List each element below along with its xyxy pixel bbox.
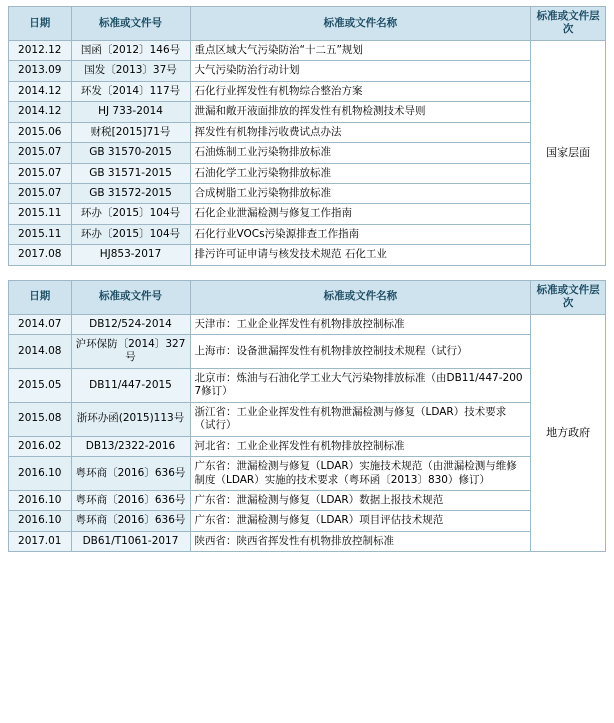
cell-code: 环办〔2015〕104号	[71, 224, 190, 244]
table-row	[9, 368, 606, 402]
cell-level: 国家层面	[531, 40, 606, 265]
cell-code: 粤环商〔2016〕636号	[71, 511, 190, 531]
column-header-date: 日期	[9, 280, 72, 314]
cell-name: 北京市：炼油与石油化学工业大气污染物排放标准（由DB11/447-2007修订）	[190, 368, 531, 402]
cell-name: 合成树脂工业污染物排放标准	[190, 183, 531, 203]
table-row	[9, 102, 606, 122]
cell-date: 2015.05	[9, 368, 72, 402]
cell-name: 天津市：工业企业挥发性有机物排放控制标准	[190, 314, 531, 334]
cell-name: 石化行业VOCs污染源排查工作指南	[190, 224, 531, 244]
table-row	[9, 314, 606, 334]
cell-code: HJ 733-2014	[71, 102, 190, 122]
table-row	[9, 183, 606, 203]
cell-date: 2017.08	[9, 245, 72, 265]
cell-date: 2014.08	[9, 335, 72, 369]
cell-code: 国函〔2012〕146号	[71, 40, 190, 60]
table-row	[9, 511, 606, 531]
cell-code: 粤环商〔2016〕636号	[71, 490, 190, 510]
cell-date: 2015.11	[9, 224, 72, 244]
table-row	[9, 143, 606, 163]
cell-code: DB61/T1061-2017	[71, 531, 190, 551]
cell-code: HJ853-2017	[71, 245, 190, 265]
table-body	[9, 314, 606, 552]
table-row	[9, 402, 606, 436]
table-row	[9, 490, 606, 510]
cell-date: 2014.12	[9, 102, 72, 122]
cell-name: 石油炼制工业污染物排放标准	[190, 143, 531, 163]
cell-name: 广东省：泄漏检测与修复（LDAR）项目评估技术规范	[190, 511, 531, 531]
table-row	[9, 224, 606, 244]
table-row	[9, 335, 606, 369]
cell-code: 浙环办函(2015)113号	[71, 402, 190, 436]
cell-name: 重点区域大气污染防治“十二五”规划	[190, 40, 531, 60]
cell-name: 广东省：泄漏检测与修复（LDAR）实施技术规范（由泄漏检测与维修制度（LDAR）实施的技术要求（粤环函〔2013〕830）修订）	[190, 457, 531, 491]
cell-date: 2015.06	[9, 122, 72, 142]
cell-name: 排污许可证申请与核发技术规范 石化工业	[190, 245, 531, 265]
cell-code: 沪环保防〔2014〕327号	[71, 335, 190, 369]
cell-date: 2015.07	[9, 183, 72, 203]
cell-date: 2016.02	[9, 436, 72, 456]
header-row	[9, 7, 606, 41]
cell-name: 石油化学工业污染物排放标准	[190, 163, 531, 183]
column-header-date: 日期	[9, 7, 72, 41]
table-body	[9, 40, 606, 265]
cell-code: 环发〔2014〕117号	[71, 81, 190, 101]
cell-date: 2013.09	[9, 61, 72, 81]
cell-date: 2016.10	[9, 490, 72, 510]
table-header	[9, 7, 606, 41]
cell-name: 石化企业泄漏检测与修复工作指南	[190, 204, 531, 224]
column-header-level: 标准或文件层次	[531, 280, 606, 314]
cell-date: 2015.07	[9, 143, 72, 163]
national-standards-table	[8, 6, 606, 266]
cell-date: 2016.10	[9, 511, 72, 531]
cell-date: 2014.07	[9, 314, 72, 334]
cell-code: DB12/524-2014	[71, 314, 190, 334]
cell-code: GB 31570-2015	[71, 143, 190, 163]
cell-code: DB13/2322-2016	[71, 436, 190, 456]
cell-date: 2016.10	[9, 457, 72, 491]
cell-name: 挥发性有机物排污收费试点办法	[190, 122, 531, 142]
cell-name: 陕西省：陕西省挥发性有机物排放控制标准	[190, 531, 531, 551]
cell-date: 2015.08	[9, 402, 72, 436]
cell-name: 浙江省：工业企业挥发性有机物泄漏检测与修复（LDAR）技术要求（试行）	[190, 402, 531, 436]
table-row	[9, 531, 606, 551]
cell-code: GB 31571-2015	[71, 163, 190, 183]
cell-date: 2015.07	[9, 163, 72, 183]
table-row	[9, 122, 606, 142]
table-row	[9, 40, 606, 60]
cell-code: 粤环商〔2016〕636号	[71, 457, 190, 491]
cell-code: GB 31572-2015	[71, 183, 190, 203]
table-row	[9, 457, 606, 491]
cell-date: 2014.12	[9, 81, 72, 101]
table-row	[9, 204, 606, 224]
column-header-code: 标准或文件号	[71, 280, 190, 314]
cell-name: 石化行业挥发性有机物综合整治方案	[190, 81, 531, 101]
column-header-name: 标准或文件名称	[190, 280, 531, 314]
table-row	[9, 436, 606, 456]
cell-date: 2012.12	[9, 40, 72, 60]
column-header-name: 标准或文件名称	[190, 7, 531, 41]
table-header	[9, 280, 606, 314]
cell-name: 大气污染防治行动计划	[190, 61, 531, 81]
cell-date: 2015.11	[9, 204, 72, 224]
table-row	[9, 245, 606, 265]
cell-code: DB11/447-2015	[71, 368, 190, 402]
cell-name: 河北省：工业企业挥发性有机物排放控制标准	[190, 436, 531, 456]
cell-name: 广东省：泄漏检测与修复（LDAR）数据上报技术规范	[190, 490, 531, 510]
cell-name: 上海市：设备泄漏挥发性有机物排放控制技术规程（试行）	[190, 335, 531, 369]
cell-name: 泄漏和敞开液面排放的挥发性有机物检测技术导则	[190, 102, 531, 122]
cell-date: 2017.01	[9, 531, 72, 551]
cell-code: 财税[2015]71号	[71, 122, 190, 142]
cell-level: 地方政府	[531, 314, 606, 552]
column-header-code: 标准或文件号	[71, 7, 190, 41]
header-row	[9, 280, 606, 314]
cell-code: 环办〔2015〕104号	[71, 204, 190, 224]
local-standards-table	[8, 280, 606, 553]
column-header-level: 标准或文件层次	[531, 7, 606, 41]
table-row	[9, 163, 606, 183]
cell-code: 国发〔2013〕37号	[71, 61, 190, 81]
table-row	[9, 61, 606, 81]
table-row	[9, 81, 606, 101]
